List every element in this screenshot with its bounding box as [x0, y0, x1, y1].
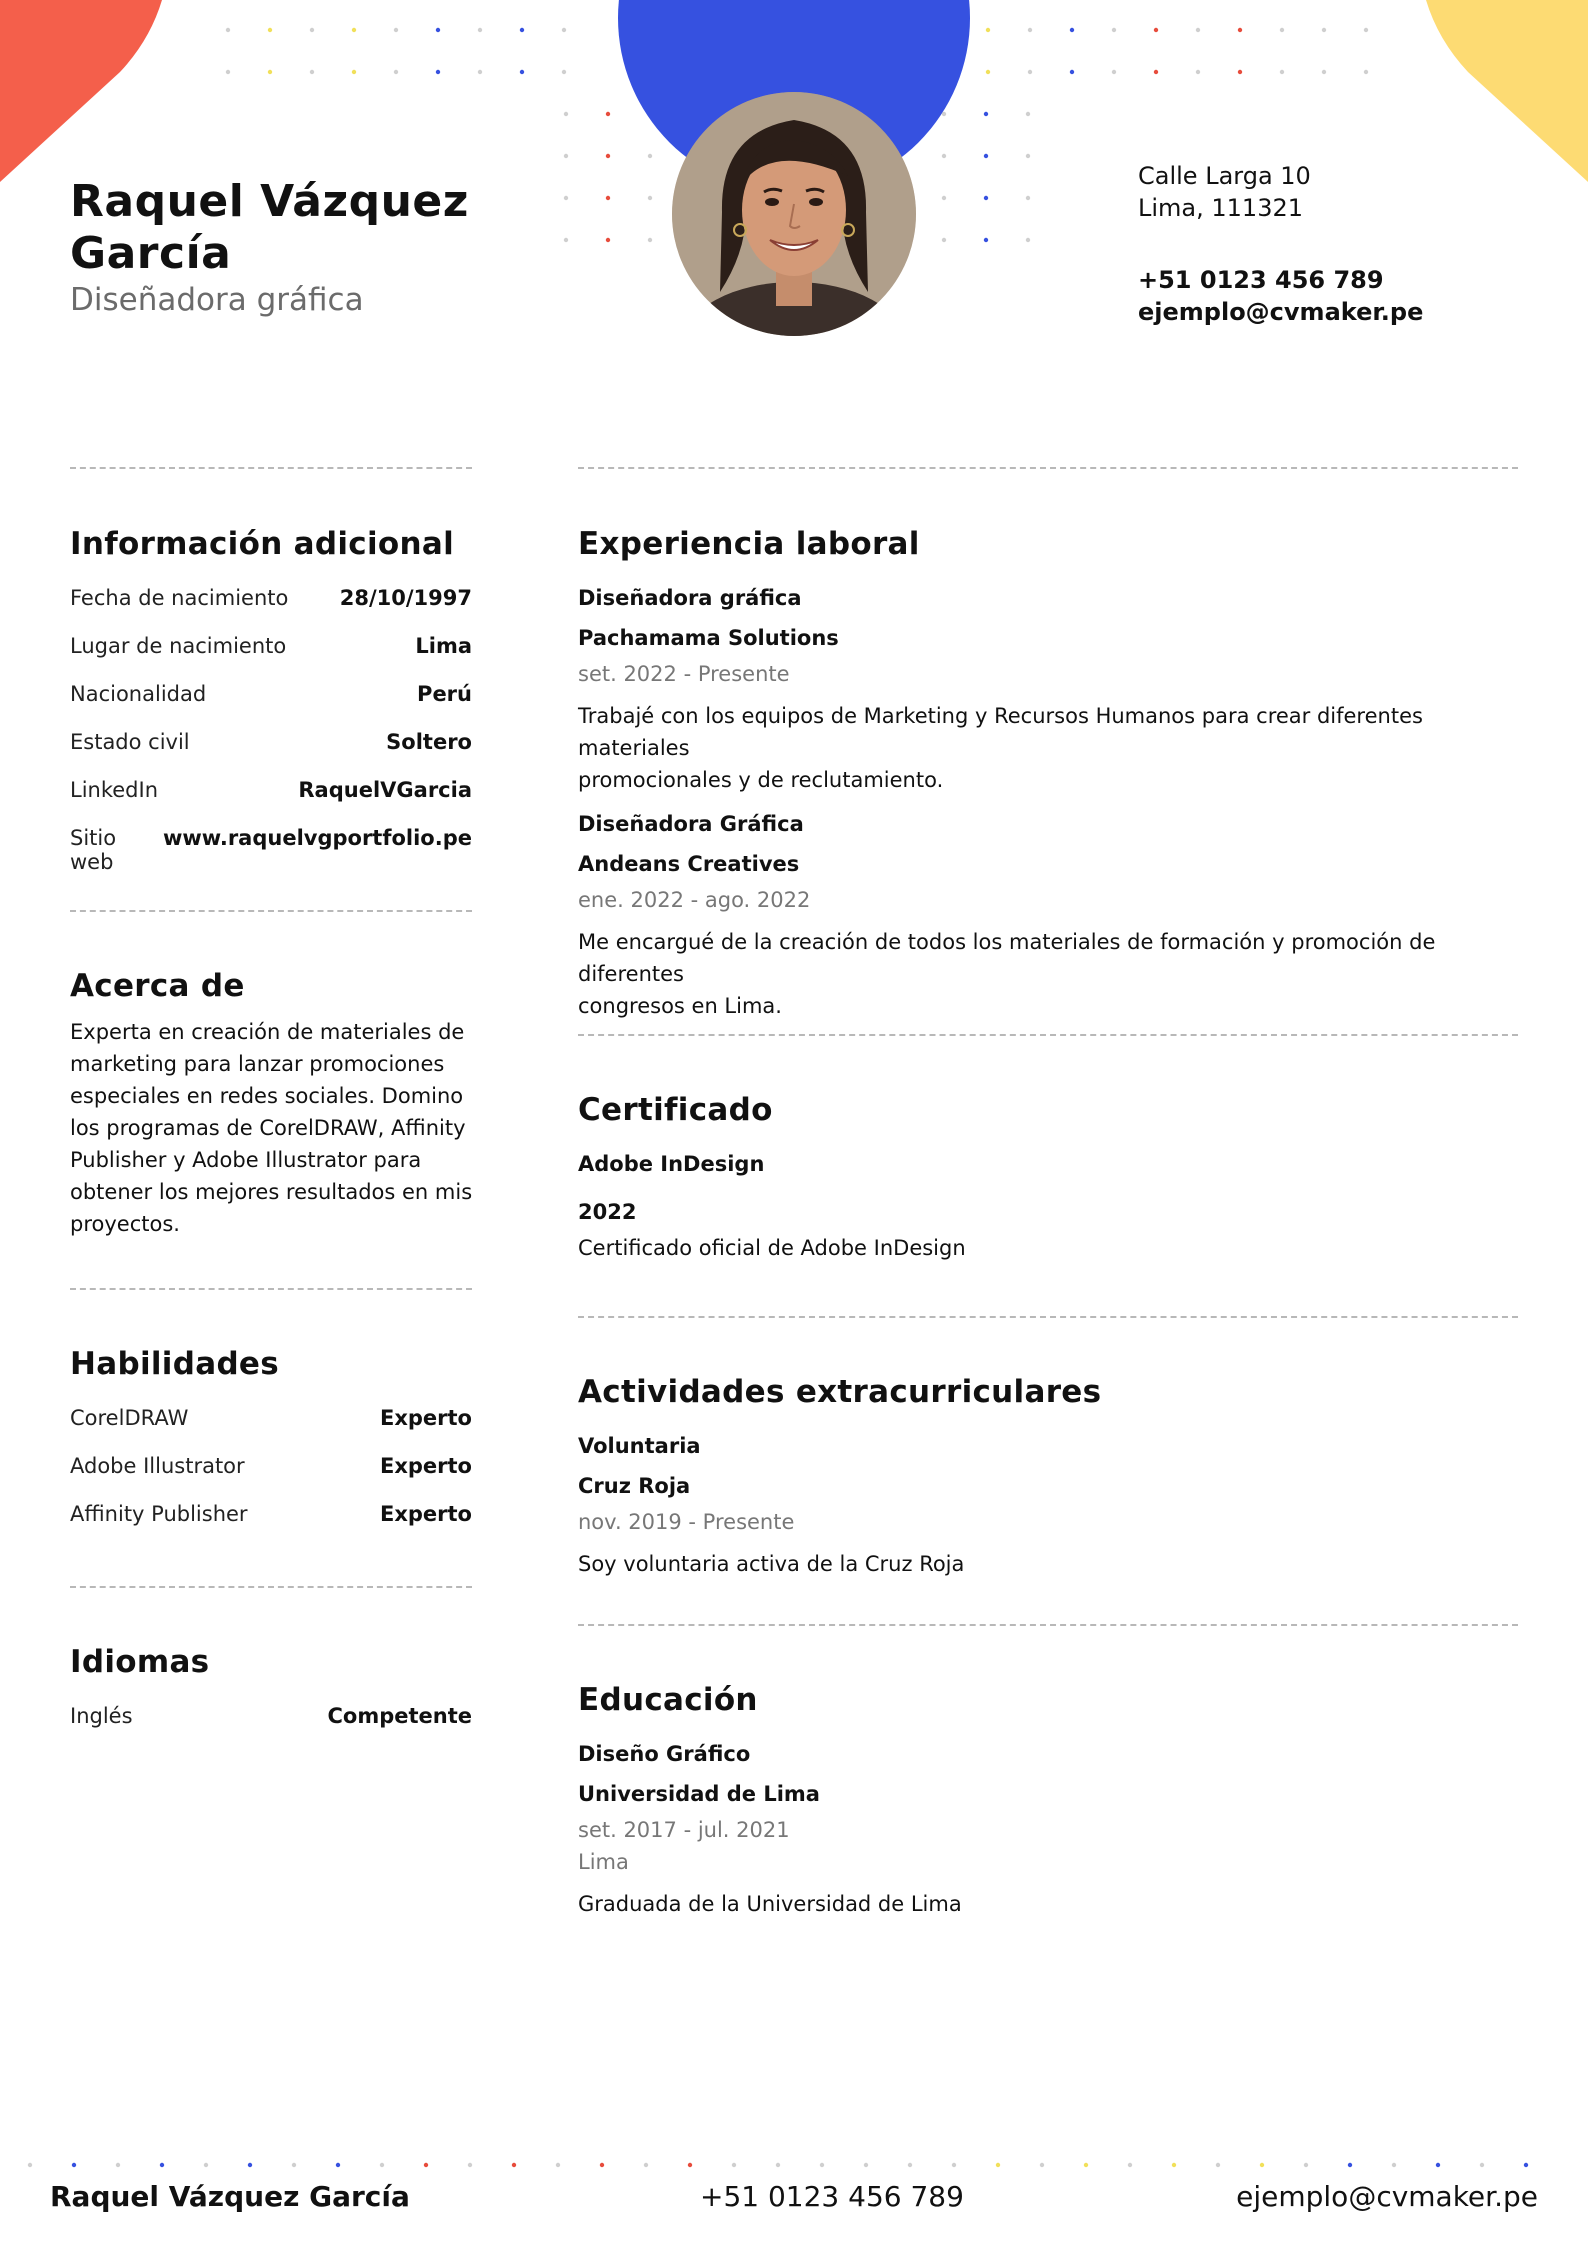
extracurricular-role: Voluntaria: [578, 1434, 701, 1458]
skill-name: CorelDRAW: [70, 1406, 189, 1430]
decorative-dot: [1070, 70, 1074, 74]
info-row-linkedin: [70, 778, 472, 802]
decorative-dot: [436, 28, 440, 32]
decorative-dot: [1154, 28, 1158, 32]
decorative-dot: [1154, 70, 1158, 74]
decorative-dot: [644, 2163, 648, 2167]
section-title-certificate: Certificado: [578, 1092, 773, 1128]
decorative-dot: [942, 154, 946, 158]
decorative-dot: [520, 70, 524, 74]
decorative-dot: [986, 70, 990, 74]
decorative-dot: [820, 2163, 824, 2167]
experience-description-line2: promocionales y de reclutamiento.: [578, 768, 944, 792]
experience-role: Diseñadora gráfica: [578, 586, 802, 610]
decorative-dot: [1070, 28, 1074, 32]
info-row-birthplace: [70, 634, 472, 658]
experience-company: Andeans Creatives: [578, 852, 800, 876]
decorative-dot: [226, 28, 230, 32]
decorative-dot: [1260, 2163, 1264, 2167]
experience-company: Pachamama Solutions: [578, 626, 839, 650]
decorative-dot: [1524, 2163, 1528, 2167]
decorative-dot: [394, 28, 398, 32]
decorative-dot: [226, 70, 230, 74]
decorative-dot: [986, 28, 990, 32]
decorative-dot: [984, 112, 988, 116]
decorative-dot: [600, 2163, 604, 2167]
education-entry: [578, 1734, 1518, 1920]
decorative-dot: [776, 2163, 780, 2167]
decorative-dot: [116, 2163, 120, 2167]
decorative-dot: [1172, 2163, 1176, 2167]
decorative-dot: [606, 154, 610, 158]
decorative-dot: [394, 70, 398, 74]
decorative-dot: [468, 2163, 472, 2167]
decorative-dot: [380, 2163, 384, 2167]
divider: [70, 910, 472, 912]
extracurricular-dates: nov. 2019 - Presente: [578, 1510, 795, 1534]
decorative-dot: [688, 2163, 692, 2167]
section-title-additional-info: Información adicional: [70, 526, 455, 562]
decorative-dot: [1364, 28, 1368, 32]
decorative-dot: [1026, 154, 1030, 158]
divider: [70, 467, 472, 469]
decorative-dot: [424, 2163, 428, 2167]
decorative-dot: [606, 196, 610, 200]
skill-row: [70, 1502, 472, 1526]
skill-name: Adobe Illustrator: [70, 1454, 245, 1478]
decorative-dot: [984, 196, 988, 200]
decorative-dot: [1280, 28, 1284, 32]
info-label: Lugar de nacimiento: [70, 634, 287, 658]
extracurricular-organization: Cruz Roja: [578, 1474, 691, 1498]
experience-description: [578, 700, 1518, 796]
experience-description-line1: Trabajé con los equipos de Marketing y Recursos Humanos para crear diferentes materiales: [578, 704, 1423, 760]
certificate-description: Certificado oficial de Adobe InDesign: [578, 1236, 966, 1260]
decorative-dot: [1196, 70, 1200, 74]
decorative-dot: [1084, 2163, 1088, 2167]
decorative-dot: [292, 2163, 296, 2167]
decorative-dot: [28, 2163, 32, 2167]
info-value: Soltero: [386, 730, 472, 754]
candidate-job-title: Diseñadora gráfica: [70, 282, 364, 318]
divider: [70, 1288, 472, 1290]
experience-dates: ene. 2022 - ago. 2022: [578, 888, 811, 912]
contact-block: [1138, 160, 1423, 328]
section-title-extracurricular: Actividades extracurriculares: [578, 1374, 1102, 1410]
decorative-dot: [942, 238, 946, 242]
decorative-dot: [1026, 238, 1030, 242]
profile-photo: [672, 92, 916, 336]
skill-row: [70, 1406, 472, 1430]
certificate-year: 2022: [578, 1200, 637, 1224]
decorative-dot: [1216, 2163, 1220, 2167]
info-label: Sitio web: [70, 826, 117, 874]
skill-row: [70, 1454, 472, 1478]
decorative-dot: [268, 28, 272, 32]
info-label: Estado civil: [70, 730, 190, 754]
section-title-experience: Experiencia laboral: [578, 526, 920, 562]
decorative-dot: [520, 28, 524, 32]
divider: [578, 1034, 1518, 1036]
about-text: Experta en creación de materiales de marketing para lanzar promociones especiales en redes sociales. Domino los programas de CorelDRAW, Affinity Publisher y Adobe Illustrator para obtener los mejores resultados en mis proyectos.: [70, 1020, 473, 1236]
decorative-dot: [648, 154, 652, 158]
candidate-name: [70, 176, 469, 280]
info-value: Lima: [415, 634, 472, 658]
decorative-dot: [1112, 70, 1116, 74]
language-row: [70, 1704, 472, 1728]
decorative-dot: [1238, 70, 1242, 74]
contact-email[interactable]: ejemplo@cvmaker.pe: [1138, 298, 1424, 326]
decorative-dot: [248, 2163, 252, 2167]
experience-role: Diseñadora Gráfica: [578, 812, 804, 836]
divider: [578, 1316, 1518, 1318]
decorative-dot: [1196, 28, 1200, 32]
decorative-dot: [1128, 2163, 1132, 2167]
decorative-dot: [436, 70, 440, 74]
section-title-education: Educación: [578, 1682, 758, 1718]
decorative-dot: [1348, 2163, 1352, 2167]
decorative-dot: [564, 112, 568, 116]
decorative-dot: [864, 2163, 868, 2167]
decorative-dot: [606, 238, 610, 242]
decorative-dot: [352, 70, 356, 74]
decorative-dot: [72, 2163, 76, 2167]
info-label: Fecha de nacimiento: [70, 586, 289, 610]
decorative-dot: [310, 28, 314, 32]
decorative-dot: [1026, 112, 1030, 116]
decorative-dot: [1112, 28, 1116, 32]
website-link[interactable]: www.raquelvgportfolio.pe: [162, 826, 472, 850]
info-row-website: [70, 826, 472, 874]
decorative-dot: [310, 70, 314, 74]
divider: [578, 1624, 1518, 1626]
skill-level: Experto: [380, 1502, 472, 1526]
red-corner-shape: [0, 0, 170, 190]
footer-phone[interactable]: +51 0123 456 789: [700, 2180, 964, 2213]
decorative-dot: [648, 238, 652, 242]
decorative-dot: [1280, 70, 1284, 74]
decorative-dot: [908, 2163, 912, 2167]
decorative-dot: [352, 28, 356, 32]
info-label: Nacionalidad: [70, 682, 207, 706]
language-name: Inglés: [70, 1704, 133, 1728]
education-institution: Universidad de Lima: [578, 1782, 820, 1806]
decorative-dot: [160, 2163, 164, 2167]
info-row-civil-status: [70, 730, 472, 754]
experience-description-line1: Me encargué de la creación de todos los materiales de formación y promoción de diferentes: [578, 930, 1436, 986]
experience-dates: set. 2022 - Presente: [578, 662, 790, 686]
decorative-dot: [562, 70, 566, 74]
decorative-dot: [1028, 70, 1032, 74]
decorative-dot: [942, 196, 946, 200]
decorative-dot: [1026, 196, 1030, 200]
education-dates: set. 2017 - jul. 2021: [578, 1818, 790, 1842]
decorative-dot: [564, 238, 568, 242]
decorative-dot: [564, 196, 568, 200]
decorative-dot: [512, 2163, 516, 2167]
info-value: Perú: [417, 682, 472, 706]
decorative-dot: [1480, 2163, 1484, 2167]
decorative-dot: [478, 28, 482, 32]
decorative-dot: [564, 154, 568, 158]
decorative-dot: [336, 2163, 340, 2167]
decorative-dot: [1304, 2163, 1308, 2167]
skill-level: Experto: [380, 1406, 472, 1430]
decorative-dot: [952, 2163, 956, 2167]
contact-phone[interactable]: +51 0123 456 789: [1138, 266, 1384, 294]
section-title-skills: Habilidades: [70, 1346, 280, 1382]
decorative-dot: [1322, 28, 1326, 32]
decorative-dot: [556, 2163, 560, 2167]
candidate-name-line1: Raquel Vázquez: [70, 176, 469, 227]
decorative-dot: [1028, 28, 1032, 32]
decorative-dot: [1238, 28, 1242, 32]
decorative-dot-pattern-bottom: [0, 2150, 1588, 2180]
decorative-dot: [606, 112, 610, 116]
experience-entry: [578, 578, 1518, 796]
decorative-dot: [996, 2163, 1000, 2167]
linkedin-link[interactable]: RaquelVGarcia: [298, 778, 472, 802]
education-degree: Diseño Gráfico: [578, 1742, 751, 1766]
language-level: Competente: [327, 1704, 472, 1728]
extracurricular-description: Soy voluntaria activa de la Cruz Roja: [578, 1552, 965, 1576]
experience-description: [578, 926, 1518, 1022]
certificate-name: Adobe InDesign: [578, 1152, 765, 1176]
skill-name: Affinity Publisher: [70, 1502, 248, 1526]
decorative-dot: [984, 238, 988, 242]
education-location: Lima: [578, 1850, 629, 1874]
info-label: LinkedIn: [70, 778, 159, 802]
section-title-languages: Idiomas: [70, 1644, 210, 1680]
decorative-dot: [732, 2163, 736, 2167]
divider: [578, 467, 1518, 469]
certificate-entry: [578, 1144, 1518, 1264]
decorative-dot: [204, 2163, 208, 2167]
info-row-birthdate: [70, 586, 472, 610]
footer-email[interactable]: ejemplo@cvmaker.pe: [1236, 2180, 1538, 2213]
decorative-dot: [478, 70, 482, 74]
decorative-dot: [268, 70, 272, 74]
info-value: 28/10/1997: [339, 586, 472, 610]
section-title-about: Acerca de: [70, 968, 245, 1004]
decorative-dot: [1040, 2163, 1044, 2167]
skill-level: Experto: [380, 1454, 472, 1478]
decorative-dot: [984, 154, 988, 158]
yellow-corner-shape: [1418, 0, 1588, 190]
candidate-name-line2: García: [70, 228, 232, 279]
experience-entry: [578, 804, 1518, 1022]
decorative-dot: [1436, 2163, 1440, 2167]
extracurricular-entry: [578, 1426, 1518, 1580]
experience-description-line2: congresos en Lima.: [578, 994, 782, 1018]
decorative-dot: [1322, 70, 1326, 74]
decorative-dot: [1364, 70, 1368, 74]
decorative-dot: [1392, 2163, 1396, 2167]
education-description: Graduada de la Universidad de Lima: [578, 1892, 962, 1916]
divider: [70, 1586, 472, 1588]
decorative-dot: [562, 28, 566, 32]
address-line1: Calle Larga 10: [1138, 162, 1311, 190]
decorative-dot: [648, 196, 652, 200]
address-line2: Lima, 111321: [1138, 194, 1303, 222]
info-row-nationality: [70, 682, 472, 706]
footer-name: Raquel Vázquez García: [50, 2180, 410, 2213]
